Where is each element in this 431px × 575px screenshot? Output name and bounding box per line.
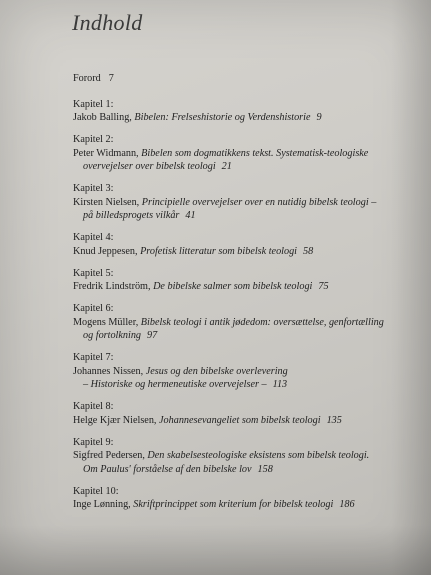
toc-entry [73, 98, 418, 125]
chapter-title: Johannesevangeliet som bibelsk teologi [159, 414, 321, 426]
chapter-author: Jakob Balling, [73, 112, 132, 123]
chapter-title: Bibelen som dogmatikkens tekst. Systematisk-teologiske [141, 147, 369, 159]
chapter-title: Skriftprincippet som kriterium for bibelsk teologi [133, 499, 334, 510]
chapter-page-number: 186 [339, 499, 355, 510]
chapter-author: Fredrik Lindström, [73, 281, 151, 292]
chapter-line [73, 365, 418, 379]
chapter-title: – Historiske og hermeneutiske overvejelser – [83, 379, 267, 390]
page-shadow-bottom [0, 525, 431, 575]
toc-entry [73, 400, 418, 427]
chapter-line [73, 196, 418, 210]
chapter-number: Kapitel 1: [73, 98, 114, 110]
chapter-page-number: 58 [303, 245, 314, 257]
chapter-page-number: 9 [316, 112, 322, 123]
chapter-title: Bibelen: Frelseshistorie og Verdenshistorie [134, 112, 311, 123]
chapter-title: på billedsprogets vilkår [83, 210, 180, 221]
toc-entry [73, 351, 418, 392]
toc-entry [73, 302, 418, 343]
chapter-number: Kapitel 2: [73, 134, 114, 145]
chapter-number: Kapitel 6: [73, 303, 114, 314]
page-title: Indhold [72, 10, 143, 35]
toc-entry [73, 231, 418, 258]
chapter-title: overvejelser over bibelsk teologi [83, 161, 216, 172]
toc-entry [73, 485, 418, 512]
chapter-line [73, 329, 418, 343]
chapter-number: Kapitel 3: [73, 183, 114, 194]
chapter-number: Kapitel 9: [73, 436, 114, 448]
chapter-title: og fortolkning [83, 330, 142, 341]
chapter-line [73, 463, 418, 477]
chapter-title: Jesus og den bibelske overlevering [145, 365, 288, 377]
toc-entry-forord [73, 72, 418, 86]
chapter-title: Profetisk litteratur som bibelsk teologi [140, 245, 298, 257]
chapter-title: Principielle overvejelser over en nutidig bibelsk teologi – [141, 196, 377, 208]
chapter-line [73, 245, 418, 259]
chapter-number: Kapitel 4: [73, 232, 114, 243]
chapter-line [73, 111, 418, 125]
chapter-number: Kapitel 7: [73, 352, 114, 363]
chapter-title: Om Paulus' forståelse af den bibelske lov [83, 463, 252, 475]
toc-entry [73, 133, 418, 174]
chapter-line [73, 209, 418, 223]
chapter-author: Johannes Nissen, [73, 365, 144, 377]
chapter-page-number: 97 [147, 330, 158, 341]
chapter-title: De bibelske salmer som bibelsk teologi [153, 281, 313, 292]
chapter-author: Kirsten Nielsen, [73, 196, 140, 208]
chapter-line [73, 498, 418, 512]
chapter-line [73, 316, 418, 330]
chapter-page-number: 41 [185, 210, 196, 221]
chapter-page-number: 21 [221, 161, 232, 172]
chapter-line [73, 160, 418, 174]
chapter-author: Sigfred Pedersen, [73, 450, 145, 461]
chapter-line [73, 449, 418, 463]
chapter-page-number: 135 [326, 414, 342, 426]
chapter-number: Kapitel 8: [73, 401, 114, 412]
chapter-page-number: 75 [318, 281, 329, 292]
chapter-number: Kapitel 10: [73, 485, 119, 497]
toc-entry [73, 182, 418, 223]
chapter-author: Mogens Müller, [73, 316, 139, 328]
chapter-line [73, 280, 418, 294]
chapter-author: Inge Lønning, [73, 499, 131, 510]
chapter-author: Helge Kjær Nielsen, [73, 414, 157, 426]
chapter-author: Knud Jeppesen, [73, 245, 138, 257]
chapter-number: Kapitel 5: [73, 267, 114, 279]
toc-entry [73, 436, 418, 477]
forord-page-number: 7 [108, 73, 114, 84]
forord-label: Forord [73, 73, 101, 84]
toc-entry [73, 267, 418, 294]
chapter-line [73, 414, 418, 428]
chapter-author: Peter Widmann, [73, 147, 139, 159]
chapter-line [73, 378, 418, 392]
table-of-contents [73, 72, 418, 520]
chapter-page-number: 113 [272, 379, 288, 390]
chapter-page-number: 158 [257, 463, 273, 475]
chapter-line [73, 147, 418, 161]
chapter-title: Den skabelsesteologiske eksistens som bibelsk teologi. [147, 450, 370, 461]
chapter-title: Bibelsk teologi i antik jødedom: oversættelse, genfortælling [140, 316, 384, 328]
